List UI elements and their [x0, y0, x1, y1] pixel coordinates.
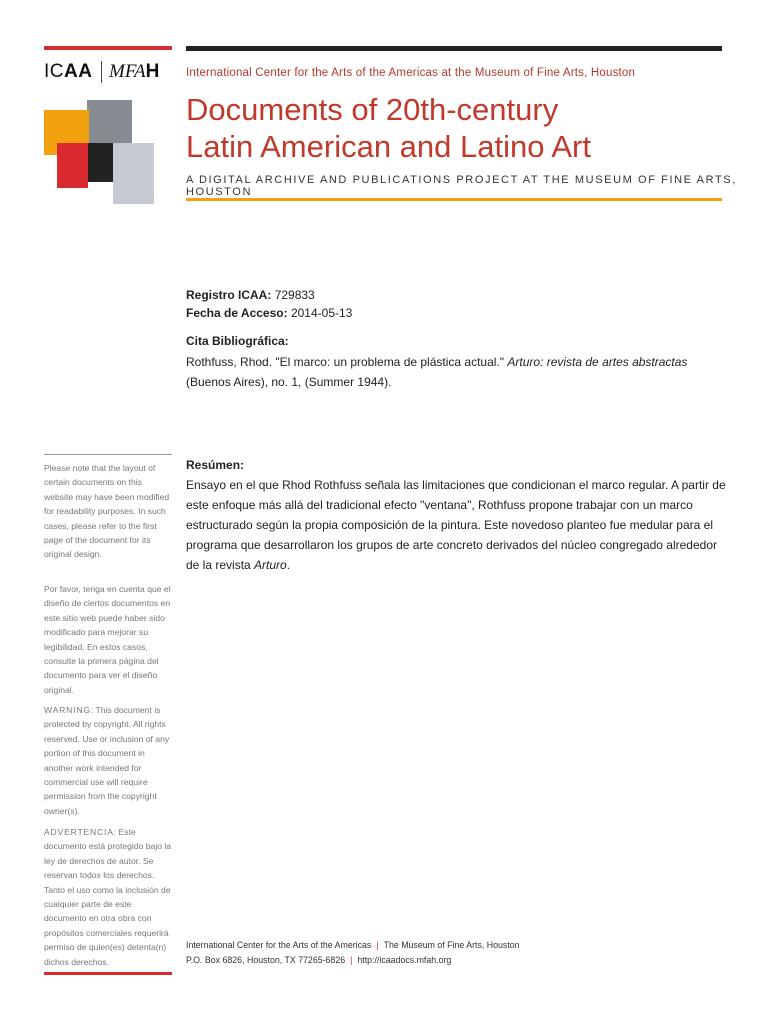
summary-body: Ensayo en el que Rhod Rothfuss señala las limitaciones que condicionan el marco regular. A partir de este enfoque más allá del tradicional efecto "ventana", Rothfuss propone trabajar con un marco estructurado según la propia composición de la pintura. Este novedoso planteo fue medular para el programa que desarrollaron los grupos de arte concreto derivados del núcleo congregado alrededor de la revista Arturo.	[186, 478, 726, 572]
icaa-logo: ICAA	[44, 61, 93, 82]
mfah-logo: MFAH	[109, 61, 160, 82]
sidebar-rule-top	[44, 454, 172, 455]
citation-text: Rothfuss, Rhod. "El marco: un problema de plástica actual." Arturo: revista de artes abstractas (Buenos Aires), no. 1, (Summer 1944).	[186, 355, 688, 389]
registro-line: Registro ICAA: 729833	[186, 288, 315, 302]
logo-separator	[101, 61, 102, 83]
summary-heading: Resúmen:	[186, 458, 245, 472]
org-line: International Center for the Arts of the Americas at the Museum of Fine Arts, Houston	[186, 67, 636, 79]
footer-line-1: International Center for the Arts of the Americas | The Museum of Fine Arts, Houston	[186, 940, 520, 950]
header-rule-red	[44, 46, 172, 50]
block-gray	[87, 100, 132, 145]
footer-url-link[interactable]: http://icaadocs.mfah.org	[357, 955, 452, 965]
sidebar-note-es: Por favor, tenga en cuenta que el diseño de ciertos documentos en este sitio web puede haber sido modificado para mejorar su legibilidad. En estos casos, consulte la primera página del documento para ver el diseño original.	[44, 584, 171, 695]
header-rule-black	[186, 46, 722, 51]
cita-label: Cita Bibliográfica:	[186, 334, 289, 348]
sidebar-note-en: Please note that the layout of certain documents on this website may have been modified for readability purposes. In such cases, please refer to the first page of the document for its original design.	[44, 463, 170, 560]
footer-line-2: P.O. Box 6826, Houston, TX 77265-6826 | http://icaadocs.mfah.org	[186, 955, 452, 965]
title-rule-yellow	[186, 198, 722, 201]
block-red	[57, 143, 88, 188]
fecha-line: Fecha de Acceso: 2014-05-13	[186, 306, 353, 320]
block-light-gray	[113, 143, 154, 204]
page-subtitle: A DIGITAL ARCHIVE AND PUBLICATIONS PROJECT AT THE MUSEUM OF FINE ARTS, HOUSTON	[186, 174, 737, 198]
sidebar-warning: WARNING: This document is protected by copyright. All rights reserved. Use or inclusion of any portion of this document in another work intended for commercial use will require permission from the copyright owner(s).	[44, 705, 170, 816]
sidebar-rule-bottom	[44, 972, 172, 975]
page-title: Documents of 20th-century Latin American and Latino Art	[186, 92, 591, 164]
sidebar-advertencia: ADVERTENCIA: Este documento está protegido bajo la ley de derechos de autor. Se reservan todos los derechos. Tanto el uso como la inclusión de cualquier parte de este documento en otra obra con propósitos comerciales requerirá permiso de quien(es) detenta(n) dichos derechos.	[44, 827, 172, 967]
block-black	[88, 143, 113, 182]
